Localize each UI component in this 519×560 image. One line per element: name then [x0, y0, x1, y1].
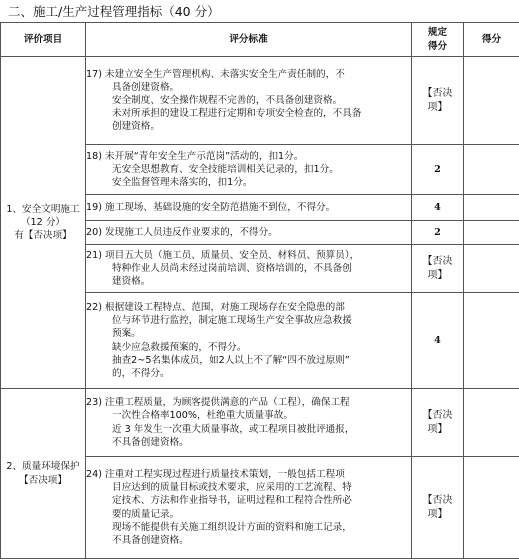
- score-cell: [412, 389, 464, 457]
- header-score: [412, 23, 464, 57]
- header-score-line1: 规定: [427, 27, 448, 39]
- obtained-cell: [464, 389, 519, 457]
- obtained-cell: [464, 245, 519, 293]
- score-cell: [412, 221, 464, 245]
- group-safety-line: 1、安全文明施工: [6, 203, 80, 215]
- standard-line: 位与环节进行监控，制定施工现场生产安全事故应急救援: [112, 315, 352, 327]
- standard-line: 建资格。: [112, 276, 151, 288]
- score-line: 项】: [427, 101, 448, 113]
- standard-line: 目应达到的质量目标或技术要求，应采用的工艺流程、特: [112, 482, 352, 494]
- obtained-cell: [464, 57, 519, 145]
- score-cell: [412, 195, 464, 221]
- group-safety-cell: [1, 57, 86, 389]
- obtained-cell: [464, 195, 519, 221]
- evaluation-table: [0, 22, 519, 559]
- standard-cell: [86, 145, 412, 195]
- section-title: 二、施工/生产过程管理指标（40 分）: [8, 4, 220, 19]
- table-header-row: [1, 23, 519, 57]
- standard-line: 不具备创建资格。: [112, 534, 189, 546]
- score-line: 4: [434, 201, 441, 213]
- standard-line: 无安全思想教育、安全技能培训相关记录的，扣1分。: [112, 163, 339, 175]
- score-line: 【否决: [422, 255, 453, 267]
- standard-cell: [86, 245, 412, 293]
- score-line: 【否决: [422, 87, 453, 99]
- score-line: 4: [434, 334, 441, 346]
- standard-line: 24) 注重对工程实现过程进行质量技术策划，一般包括工程项: [86, 469, 345, 481]
- obtained-cell: [464, 457, 519, 559]
- standard-line: 19) 施工现场、基础设施的安全防范措施不到位，不得分。: [86, 201, 336, 213]
- standard-line: 抽查2~5名集体成员，如2人以上不了解“四不放过原则”: [112, 354, 350, 366]
- group-safety-line: （12 分）: [20, 216, 66, 228]
- standard-line: 安全监督管理未落实的，扣1分。: [112, 177, 253, 189]
- standard-cell: [86, 389, 412, 457]
- standard-cell: [86, 457, 412, 559]
- standard-line: 近 3 年发生一次重大质量事故，或工程项目被批评通报，: [112, 423, 355, 435]
- score-line: 【否决: [422, 494, 453, 506]
- score-line: 项】: [427, 508, 448, 520]
- score-line: 项】: [427, 423, 448, 435]
- header-item: 评价项目: [1, 23, 86, 57]
- standard-line: 20) 发现施工人员违反作业要求的，不得分。: [86, 226, 278, 238]
- obtained-cell: [464, 145, 519, 195]
- standard-line: 22) 根据建设工程特点、范围，对施工现场存在安全隐患的部: [86, 302, 345, 314]
- standard-line: 预案。: [112, 328, 141, 340]
- score-line: 项】: [427, 269, 448, 281]
- header-score-line2: 得分: [427, 40, 448, 52]
- standard-line: 现场不能提供有关施工组织设计方面的资料和施工记录，: [112, 521, 352, 533]
- header-standard: 评分标准: [86, 23, 412, 57]
- group-quality-cell: [1, 389, 86, 559]
- standard-line: 特种作业人员尚未经过岗前培训、资格培训的，不具备创: [112, 262, 352, 274]
- standard-line: 21) 项目五大员（施工员、质量员、安全员、材料员、预算员），: [86, 249, 360, 261]
- obtained-cell: [464, 221, 519, 245]
- score-cell: [412, 57, 464, 145]
- standard-cell: [86, 221, 412, 245]
- standard-line: 要的质量记录。: [112, 508, 180, 520]
- score-cell: [412, 245, 464, 293]
- standard-cell: [86, 293, 412, 389]
- standard-line: 的，不得分。: [112, 367, 170, 379]
- standard-line: 17) 未建立安全生产管理机构、未落实安全生产责任制的，不: [86, 68, 345, 80]
- obtained-cell: [464, 293, 519, 389]
- table-row: [1, 389, 519, 457]
- score-line: 2: [434, 226, 441, 238]
- header-obtained: 得分: [464, 23, 519, 57]
- standard-cell: [86, 195, 412, 221]
- score-cell: [412, 145, 464, 195]
- score-line: 【否决: [422, 409, 453, 421]
- standard-line: 未对所承担的建设工程进行定期和专项安全检查的，不具备: [112, 108, 362, 120]
- standard-line: 定技术、方法和作业指导书，证明过程和工程符合性所必: [112, 495, 352, 507]
- group-quality-line: 2、质量环境保护: [6, 461, 80, 473]
- standard-line: 具备创建资格。: [112, 81, 180, 93]
- table-row: [1, 57, 519, 145]
- standard-line: 一次性合格率100%，杜绝重大质量事故。: [112, 410, 293, 422]
- group-safety-line: 有【否决项】: [14, 230, 72, 242]
- standard-line: 23) 注重工程质量，为顾客提供满意的产品（工程），确保工程: [86, 397, 350, 409]
- score-cell: [412, 457, 464, 559]
- group-quality-line: 【否决项】: [19, 474, 67, 486]
- score-cell: [412, 293, 464, 389]
- standard-line: 不具备创建资格。: [112, 436, 189, 448]
- standard-line: 缺少应急救援预案的，不得分。: [112, 341, 247, 353]
- standard-line: 18) 未开展“青年安全生产示范岗”活动的，扣1分。: [86, 150, 304, 162]
- standard-cell: [86, 57, 412, 145]
- standard-line: 创建资格。: [112, 121, 160, 133]
- score-line: 2: [434, 163, 441, 175]
- standard-line: 安全制度、安全操作规程不完善的，不具备创建资格。: [112, 94, 343, 106]
